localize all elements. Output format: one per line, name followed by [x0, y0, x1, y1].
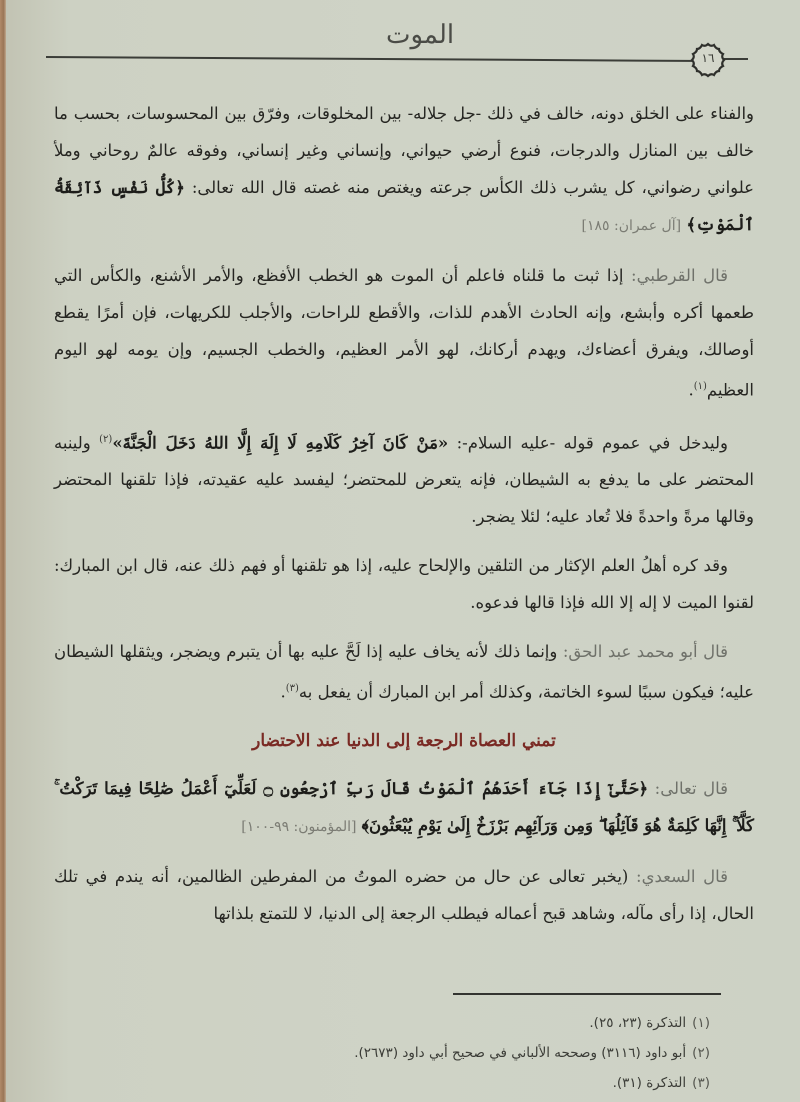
footnotes [70, 1008, 710, 1098]
speaker-label: قال القرطبي: [631, 266, 729, 285]
punctuation: . [688, 380, 694, 400]
hadith-quote: «مَنْ كَانَ آخِرُ كَلَامِهِ لَا إِلَهَ إِلَّا اللهُ دَخَلَ الْجَنَّةَ» [112, 433, 449, 452]
footnote-separator [453, 993, 721, 995]
book-page [6, 0, 800, 1102]
punctuation: . [280, 682, 286, 702]
page-number-badge [690, 42, 726, 78]
quran-verse: ﴿كُلُّ نَفْسٍ ذَآئِقَةُ ٱلْمَوْتِ﴾ [54, 178, 754, 234]
paragraph-saadi [54, 858, 754, 932]
paragraph-hadith [54, 421, 754, 536]
footnote-number: (٢) [692, 1045, 710, 1061]
speaker-label: قال تعالى: [648, 778, 729, 798]
paragraph-text: (يخبر تعالى عن حال من حضره الموتُ من المفرطين الظالمين، أنه يندم في تلك الحال، إذا رأى مآله، وشاهد قبح أعماله فيطلب الرجعة إلى الدنيا، لا للتمتع بلذاتها [54, 866, 754, 923]
paragraph-text: ولينبه المحتضر على ما يدفع به الشيطان، فإنه يتعرض للمحتضر؛ ليفسد عليه عقيدته، فإذا تلقنها المحتضر وقالها مرةً واحدةً فلا تُعاد عليه؛ لئلا يضجر. [54, 433, 754, 526]
footnote-marker[interactable]: (١) [693, 381, 707, 392]
footnote-marker[interactable]: (٣) [285, 683, 299, 694]
paragraph-abdulhaq [54, 633, 754, 711]
header-rule-tail [724, 58, 748, 60]
running-title: الموت [386, 20, 455, 50]
footnote-number: (٣) [692, 1075, 710, 1091]
paragraph-qurtubi [54, 257, 754, 409]
footnote-marker[interactable]: (٢) [99, 433, 113, 445]
section-heading: تمني العصاة الرجعة إلى الدنيا عند الاحتضار [252, 730, 556, 751]
quran-verse: ﴿حَتَّىٰٓ إِذَا جَآءَ أَحَدَهُمُ ٱلْمَوْتُ قَالَ رَبِّ ٱرْجِعُونِ ۝ لَعَلِّيٓ أَعْمَلُ صَٰلِحًا فِيمَا تَرَكْتُ ۚ كَلَّآ ۚ إِنَّهَا كَلِمَةٌ هُوَ قَآئِلُهَا ۖ وَمِن وَرَآئِهِم بَرْزَخٌ إِلَىٰ يَوْمِ يُبْعَثُونَ﴾ [54, 778, 754, 835]
speaker-label: قال أبو محمد عبد الحق: [562, 642, 729, 661]
paragraph-ibn-mubarak [54, 547, 754, 621]
footnote-text: التذكرة (٣١). [612, 1075, 687, 1091]
page-number: ١٦ [701, 51, 715, 65]
verse-reference: [المؤمنون: ٩٩-١٠٠] [241, 818, 357, 835]
paragraph-text: وإنما ذلك لأنه يخاف عليه إذا لَحَّ عليه بها أن يتبرم ويضجر، ويثقلها الشيطان عليه؛ فيكون سببًا لسوء الخاتمة، وكذلك أمر ابن المبارك أن يفعل به [54, 642, 754, 702]
page-body [54, 95, 754, 944]
footnote-number: (١) [692, 1015, 710, 1031]
paragraph-text: وليدخل في عموم قوله -عليه السلام-: [448, 433, 728, 452]
footnote-3 [70, 1068, 710, 1098]
speaker-label: قال السعدي: [636, 866, 729, 886]
verse-reference: [آل عمران: ١٨٥] [581, 218, 682, 234]
footnote-2 [70, 1038, 710, 1068]
footnote-text: التذكرة (٢٣، ٢٥). [589, 1015, 687, 1031]
header-rule [46, 56, 706, 62]
paragraph-1 [54, 95, 754, 245]
paragraph-text: إذا ثبت ما قلناه فاعلم أن الموت هو الخطب الأفظع، والأمر الأشنع، والكأس التي طعمها أكره وأبشع، وإنه الحادث الأهدم للذات، والأقطع للراحات، والأجلب للكريهات، فإن أمرًا يقطع أوصالك، ويفرق أعضاءك، ويهدم أركانك، لهو الأمر العظيم، والخطب الجسيم، وإن يومه لهو اليوم العظيم [54, 266, 754, 400]
page-header [46, 20, 766, 80]
footnote-text: أبو داود (٣١١٦) وصححه الألباني في صحيح أبي داود (٢٦٧٣). [354, 1045, 687, 1061]
paragraph-text: وقد كره أهلُ العلم الإكثار من التلقين والإلحاح عليه، إذا هو تلقنها أو فهم ذلك عنه، قال ابن المبارك: لقنوا الميت لا إله إلا الله فإذا قالها فدعوه. [54, 556, 754, 612]
paragraph-text: والفناء على الخلق دونه، خالف في ذلك -جل جلاله- بين المخلوقات، وفرّق بين المحسوسات، بحسب ما خالف بين المنازل والدرجات، فنوع أرضي حيواني، وإنساني وغير إنساني، وفوقه عالمٌ روحاني وملأ علواني رضواني، كل يشرب ذلك الكأس جرعته ويغتص منه غصته قال الله تعالى: [54, 104, 754, 197]
paragraph-verse [54, 770, 754, 846]
footnote-1 [70, 1008, 710, 1038]
